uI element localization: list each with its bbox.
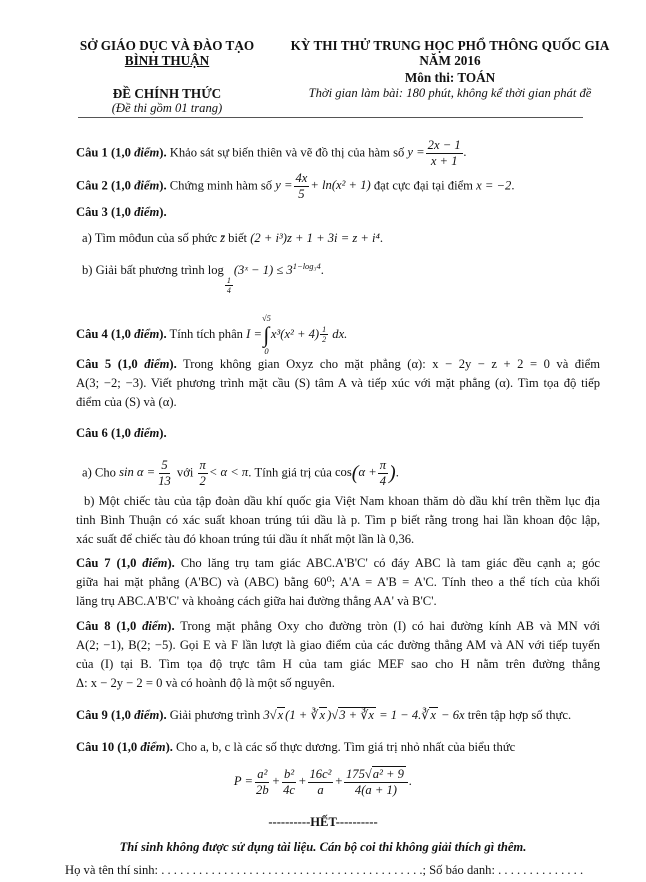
candidate-name-label: Họ và tên thí sinh: [65, 863, 162, 877]
header-divider [78, 117, 583, 118]
question-9-equation: 3√x (1 + ∛x )√3 + ∛x = 1 − 4.∛x − 6x [263, 708, 465, 722]
question-1-formula: y = $\frac{2x - 1}{x + 1}$ . [407, 138, 467, 168]
question-3-label: Câu 3 (1,0 điểm). [76, 205, 167, 219]
question-6-label: Câu 6 (1,0 điểm). [76, 426, 167, 440]
candidate-name-field: . . . . . . . . . . . . . . . . . . . . . . . . . . . . . . . . . . . . . . . . . . [161, 863, 423, 877]
province-name-text: BÌNH THUẬN [124, 53, 210, 68]
question-9: Câu 9 (1,0 điểm). Giải phương trình 3√x (1 + ∛x )√3 + ∛x = 1 − 4.∛x − 6x trên tập hợp số thực. [76, 708, 572, 722]
question-3a: a) Tìm môđun của số phức z̄ biết (2 + i³)z + 1 + 3i = z + i⁴. [82, 231, 384, 245]
question-3b: b) Giải bất phương trình log $\frac{1}{4}$ (3ˣ − $1) \le 3^{1-log_34}$. [82, 260, 324, 295]
question-4-label: Câu 4 (1,0 điểm). [76, 326, 167, 341]
question-8-label: Câu 8 (1,0 điểm). [76, 619, 175, 633]
question-10: Câu 10 (1,0 điểm). Cho a, b, c là các số thực dương. Tìm giá trị nhỏ nhất của biểu thức [76, 740, 516, 754]
province-name [62, 53, 272, 69]
question-6b: b) Một chiếc tàu của tập đoàn dầu khí quốc gia Việt Nam khoan thăm dò dầu khí trên thềm lục địa tỉnh Bình Thuận có xác suất khoan trúng túi dầu là p. Tìm p biết rằng trong hai lần khoan độc lập, xác suất để chiếc tàu đó khoan trúng túi dầu ít nhất một lần là 0,36. [76, 494, 600, 546]
question-4-integral: I = √5 ∫ 0 x³(x² + 4) $\frac{1}{2}$ dx. [246, 313, 348, 356]
question-1-label: Câu 1 (1,0 điểm). [76, 145, 167, 160]
question-10-label: Câu 10 (1,0 điểm). [76, 740, 173, 754]
question-2-text: Chứng minh hàm số [166, 178, 276, 193]
question-5-label: Câu 5 (1,0 điểm). [76, 357, 177, 371]
question-10-formula: P = $\frac{\text{a²}}{2b}$ + $\frac{\text{b²}}{4c}$ + $\frac{\text{16c²}}{a}$ + $\frac{\text{175√a² + 9}}{4(a + 1)}$ . [233, 766, 413, 797]
question-2-label: Câu 2 (1,0 điểm). [76, 178, 167, 193]
department-name: SỞ GIÁO DỤC VÀ ĐÀO TẠO [79, 38, 255, 53]
question-4: Câu 4 (1,0 điểm). Tính tích phân I = √5 ∫ 0 x³(x² + 4) $\frac{1}{2}$ dx. [76, 313, 348, 356]
exam-year: NĂM 2016 [419, 53, 481, 68]
exam-title: KỲ THI THỬ TRUNG HỌC PHỔ THÔNG QUỐC GIA [290, 38, 610, 53]
question-2: Câu 2 (1,0 điểm). Chứng minh hàm số y = $\frac{4x}{5}$ + ln(x² + 1) đạt cực đại tại điểm x = −2. [76, 171, 515, 201]
candidate-info [65, 863, 583, 878]
question-8: Câu 8 (1,0 điểm). Trong mặt phẳng Oxy cho đường tròn (I) có hai đường kính AB và MN với A(2; −1), B(2; −5). Gọi E và F lần lượt là giao điểm của các đường thẳng AM và AN với tiếp tuyến của (I) tại B. Tìm tọa độ trực tâm H của tam giác MEF sao cho H nằm trên đường thẳng Δ: x − 2y − 2 = 0 và có hoành độ là một số nguyên. [76, 619, 600, 690]
exam-rules-note: Thí sinh không được sử dụng tài liệu. Cán bộ coi thi không giải thích gì thêm. [119, 840, 527, 854]
question-7: Câu 7 (1,0 điểm). Cho lăng trụ tam giác ABC.A'B'C' có đáy ABC là tam giác đều cạnh a; góc giữa hai mặt phẳng (A'BC) và (ABC) bằng 60⁰; A'A = A'B = A'C. Tính theo a thể tích của khối lăng trụ ABC.A'B'C' và khoảng cách giữa hai đường thẳng AA' và B'C'. [76, 556, 601, 608]
question-6a: a) Cho sin α = $\frac{5}{13}$ với $\frac{\pi}{2}$ < α < π. Tính giá trị của cos(α + $\frac{\pi}{4}$ ). [82, 458, 399, 488]
exam-duration: Thời gian làm bài: 180 phút, không kể thời gian phát đề [308, 86, 592, 100]
candidate-id-field: . . . . . . . . . . . . . . [498, 863, 584, 877]
official-exam-label: ĐỀ CHÍNH THỨC [112, 86, 222, 101]
question-5: Câu 5 (1,0 điểm). Trong không gian Oxyz cho mặt phẳng (α): x − 2y − z + 2 = 0 và điểm A(3; −2; −3). Viết phương trình mặt cầu (S) tâm A và tiếp xúc với mặt phẳng (α). Tìm tọa độ tiếp điểm của (S) và (α). [76, 357, 600, 409]
question-7-label: Câu 7 (1,0 điểm). [76, 556, 175, 570]
question-2-formula: y = $\frac{4x}{5}$ + ln(x² + 1) [275, 171, 371, 201]
question-9-label: Câu 9 (1,0 điểm). [76, 708, 167, 722]
question-3 [76, 203, 600, 222]
question-1-text: Khảo sát sự biến thiên và vẽ đồ thị của hàm số [166, 145, 408, 160]
page-count-note: (Đề thi gồm 01 trang) [111, 101, 223, 115]
question-6 [76, 424, 600, 443]
end-marker: ----------HẾT---------- [268, 815, 378, 829]
candidate-id-label: ; Số báo danh: [422, 863, 499, 877]
question-1 [76, 138, 600, 169]
exam-subject: Môn thi: TOÁN [404, 70, 496, 85]
